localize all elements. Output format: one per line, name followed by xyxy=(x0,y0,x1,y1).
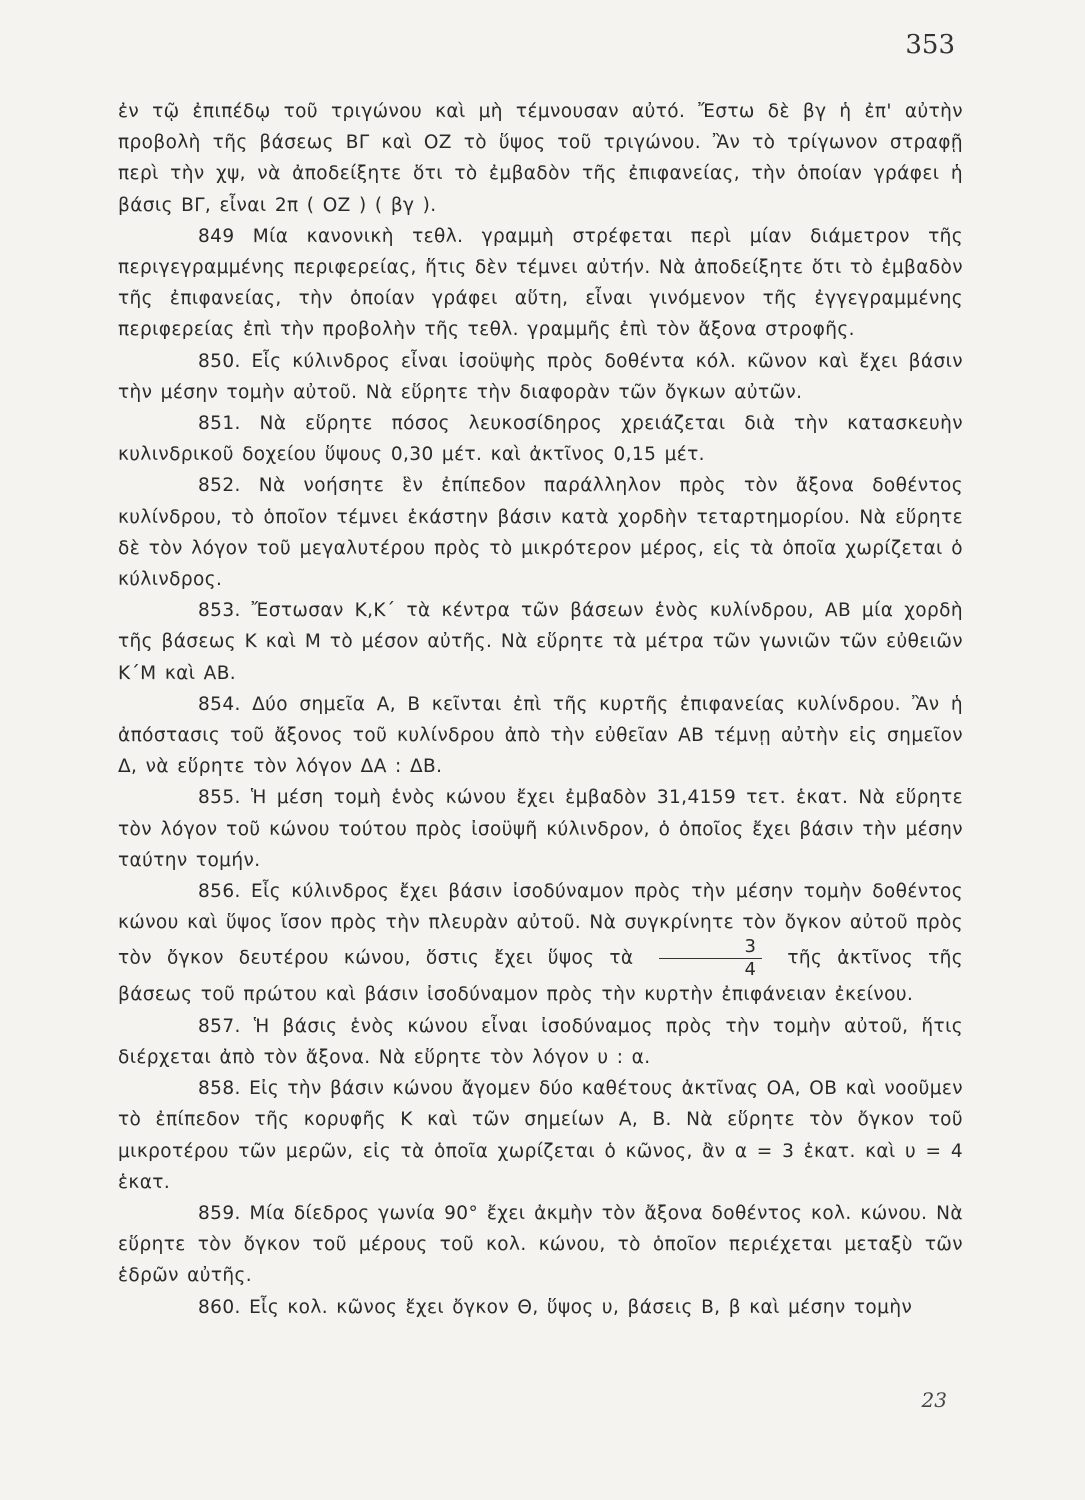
exercise-852: 852. Νὰ νοήσητε ἓν ἐπίπεδον παράλληλον πρὸς τὸν ἄξονα δοθέντος κυλίνδρου, τὸ ὁποῖον τέμνει ἑκάστην βάσιν κατὰ χορδὴν τεταρτημορίου. Νὰ εὕρητε δὲ τὸν λόγον τοῦ μεγαλυτέρου πρὸς τὸ μικρότερον μέρος, εἰς τὰ ὁποῖα χωρίζεται ὁ κύλινδρος. xyxy=(118,475,963,591)
exercise-855: 855. Ἡ μέση τομὴ ἑνὸς κώνου ἔχει ἐμβαδὸν 31,4159 τετ. ἑκατ. Νὰ εὕρητε τὸν λόγον τοῦ κώνου τούτου πρὸς ἰσοϋψῆ κύλινδρον, ὁ ὁποῖος ἔχει βάσιν τὴν μέσην ταύτην τομήν. xyxy=(118,787,963,871)
fraction-three-quarters xyxy=(659,938,763,979)
paragraph-848-continued: ἐν τῷ ἐπιπέδῳ τοῦ τριγώνου καὶ μὴ τέμνουσαν αὐτό. Ἔστω δὲ βγ ἡ ἐπ' αὐτὴν προβολὴ τῆς βάσεως ΒΓ καὶ ΟΖ τὸ ὕψος τοῦ τριγώνου. Ἂν τὸ τρίγωνον στραφῇ περὶ τὴν χψ, νὰ ἀποδείξητε ὅτι τὸ ἐμβαδὸν τῆς ἐπιφανείας, τὴν ὁποίαν γράφει ἡ βάσις ΒΓ, εἶναι 2π ( ΟΖ ) ( βγ ). xyxy=(118,101,963,216)
fraction-numerator: 3 xyxy=(659,938,763,959)
fraction-denominator: 4 xyxy=(744,959,757,981)
exercise-856-text-before: 856. Εἷς κύλινδρος ἔχει βάσιν ἰσοδύναμον πρὸς τὴν μέσην τομὴν δοθέντος κώνου καὶ ὕψος ἴσον πρὸς τὴν πλευρὰν αὐτοῦ. Νὰ συγκρίνητε τὸν ὄγκον αὐτοῦ πρὸς τὸν ὄγκον δευτέρου κώνου, ὅστις ἔχει ὕψος τὰ xyxy=(118,881,963,969)
exercise-853: 853. Ἔστωσαν Κ,Κ΄ τὰ κέντρα τῶν βάσεων ἑνὸς κυλίνδρου, ΑΒ μία χορδὴ τῆς βάσεως Κ καὶ Μ τὸ μέσον αὐτῆς. Νὰ εὕρητε τὰ μέτρα τῶν γωνιῶν τῶν εὐθειῶν Κ΄Μ καὶ ΑΒ. xyxy=(118,600,963,684)
exercise-854: 854. Δύο σημεῖα Α, Β κεῖνται ἐπὶ τῆς κυρτῆς ἐπιφανείας κυλίνδρου. Ἂν ἡ ἀπόστασις τοῦ ἄξονος τοῦ κυλίνδρου ἀπὸ τὴν εὐθεῖαν ΑΒ τέμνῃ αὐτὴν εἰς σημεῖον Δ, νὰ εὕρητε τὸν λόγον ΔΑ : ΔΒ. xyxy=(118,693,963,778)
exercise-856-text-after: τῆς ἀκτῖνος τῆς βάσεως τοῦ πρώτου καὶ βάσιν ἰσοδύναμον πρὸς τὴν κυρτὴν ἐπιφάνειαν ἐκείνου. xyxy=(118,947,964,1006)
exercise-850: 850. Εἷς κύλινδρος εἶναι ἰσοϋψὴς πρὸς δοθέντα κόλ. κῶνον καὶ ἔχει βάσιν τὴν μέσην τομὴν αὐτοῦ. Νὰ εὕρητε τὴν διαφορὰν τῶν ὄγκων αὐτῶν. xyxy=(118,350,963,403)
exercise-857: 857. Ἡ βάσις ἑνὸς κώνου εἶναι ἰσοδύναμος πρὸς τὴν τομὴν αὐτοῦ, ἥτις διέρχεται ἀπὸ τὸν ἄξονα. Νὰ εὕρητε τὸν λόγον υ : α. xyxy=(118,1015,963,1068)
exercise-858: 858. Εἰς τὴν βάσιν κώνου ἄγομεν δύο καθέτους ἀκτῖνας ΟΑ, ΟΒ καὶ νοοῦμεν τὸ ἐπίπεδον τῆς κορυφῆς Κ καὶ τῶν σημείων Α, Β. Νὰ εὕρητε τὸν ὄγκον τοῦ μικροτέρου τῶν μερῶν, εἰς τὰ ὁποῖα χωρίζεται ὁ κῶνος, ἂν α = 3 ἑκατ. καὶ υ = 4 ἑκατ. xyxy=(118,1078,963,1193)
exercise-849: 849 Μία κανονικὴ τεθλ. γραμμὴ στρέφεται περὶ μίαν διάμετρον τῆς περιγεγραμμένης περιφερείας, ἥτις δὲν τέμνει αὐτήν. Νὰ ἀποδείξητε ὅτι τὸ ἐμβαδὸν τῆς ἐπιφανείας, τὴν ὁποίαν γράφει αὕτη, εἶναι γινόμενον τῆς ἐγγεγραμμένης περιφερείας ἐπὶ τὴν προβολὴν τῆς τεθλ. γραμμῆς ἐπὶ τὸν ἄξονα στροφῆς. xyxy=(118,225,963,341)
exercise-859: 859. Μία δίεδρος γωνία 90° ἔχει ἀκμὴν τὸν ἄξονα δοθέντος κολ. κώνου. Νὰ εὕρητε τὸν ὄγκον τοῦ μέρους τοῦ κολ. κώνου, τὸ ὁποῖον περιέχεται μεταξὺ τῶν ἑδρῶν αὐτῆς. xyxy=(118,1202,963,1287)
exercise-860: 860. Εἷς κολ. κῶνος ἔχει ὄγκον Θ, ὕψος υ, βάσεις Β, β καὶ μέσην τομὴν xyxy=(198,1296,913,1318)
exercise-851: 851. Νὰ εὕρητε πόσος λευκοσίδηρος χρειάζεται διὰ τὴν κατασκευὴν κυλινδρικοῦ δοχείου ὕψους 0,30 μέτ. καὶ ἀκτῖνος 0,15 μέτ. xyxy=(118,413,963,466)
page-number: 353 xyxy=(905,30,955,60)
printer-signature: 23 xyxy=(921,1388,947,1412)
exercise-856 xyxy=(118,876,963,1011)
body-text xyxy=(118,96,963,1323)
